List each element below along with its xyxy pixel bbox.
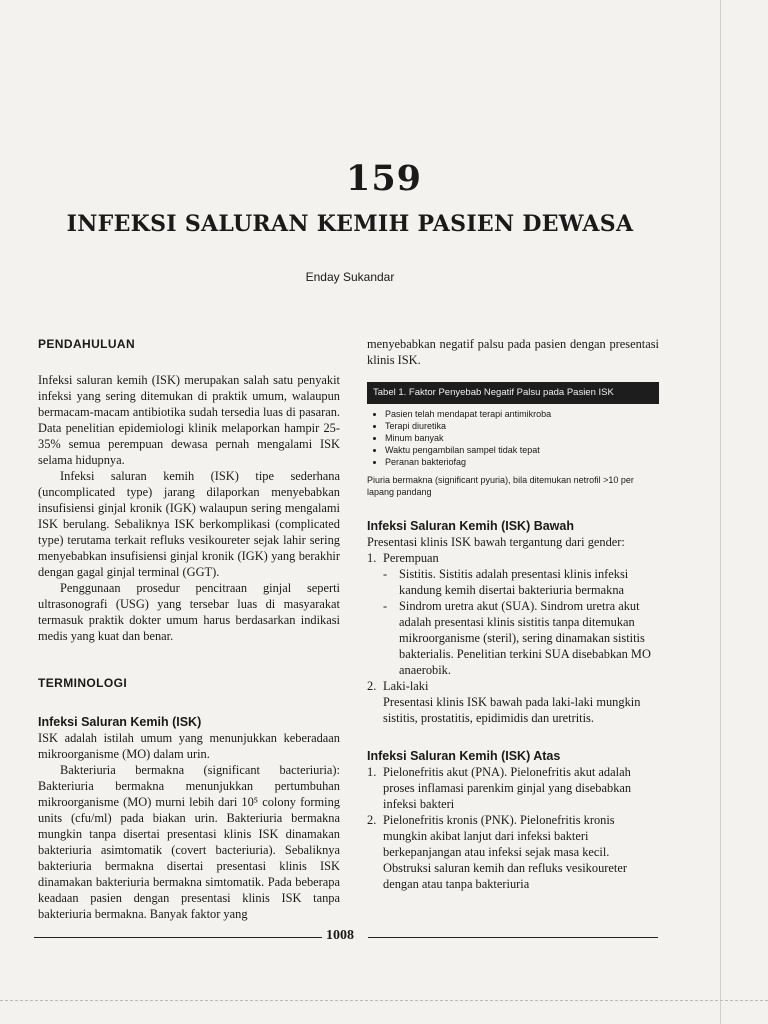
paragraph: Infeksi saluran kemih (ISK) tipe sederhana (uncomplicated type) jarang dilaporkan menyebabkan insufisiensi ginjal kronik (IGK) walaupun sering mengalami ISK berulang. Sebaliknya ISK berkomplikasi (complicated type) terutama terkait refluks vesikoureter sejak lahir sering menyebabkan insufisiensi ginjal kronik (IGK) yang berakhir dengan gagal ginjal terminal (GGT).	[38, 469, 340, 579]
table-item: • Peranan bakteriofag	[385, 456, 659, 468]
table-item: • Waktu pengambilan sampel tidak tepat	[385, 444, 659, 456]
table-note: Piuria bermakna (significant pyuria), bila ditemukan netrofil >10 per lapang pandang	[367, 475, 634, 497]
list-label: Laki-laki	[383, 679, 429, 693]
sub-list-text: Sindrom uretra akut (SUA). Sindrom uretra akut adalah presentasi klinis sistitis tanpa ditemukan mikroorganisme (steril), sering dinamakan sistitis bakterialis. Penelitian terkini SUA disebabkan MO anaerobik.	[399, 599, 651, 677]
left-column	[38, 336, 340, 922]
table-1	[367, 382, 659, 498]
author: Enday Sukandar	[305, 270, 395, 284]
bawah-list	[367, 550, 659, 726]
sub-list	[383, 566, 659, 678]
list-label: Perempuan	[383, 551, 439, 565]
table-title: Tabel 1. Faktor Penyebab Negatif Palsu pada Pasien ISK	[367, 382, 659, 404]
chapter-number: 159	[345, 158, 423, 199]
paragraph: Infeksi saluran kemih (ISK) merupakan salah satu penyakit infeksi yang sering ditemukan di praktik umum, walaupun bermacam-macam antibiotika sudah tersedia luas di pasaran. Data penelitian epidemiologi klinik melaporkan hampir 25-35% semua perempuan dewasa pernah mengalami ISK selama hidupnya.	[38, 373, 340, 467]
sub-list-item: - Sistitis. Sistitis adalah presentasi klinis infeksi kandung kemih disertai bakteriuria bermakna	[383, 567, 629, 597]
table-item: • Minum banyak	[385, 432, 659, 444]
list-number: 2.	[367, 679, 377, 693]
section-heading-terminologi: TERMINOLOGI	[38, 676, 128, 690]
list-text: Presentasi klinis ISK bawah pada laki-laki mungkin sistitis, prostatitis, epidimidis dan uretritis.	[383, 695, 641, 725]
paragraph: Penggunaan prosedur pencitraan ginjal seperti ultrasonografi (USG) yang tersebar luas di masyarakat termasuk praktik dokter umum harus berdasarkan indikasi medis yang kuat dan benar.	[38, 581, 340, 643]
paragraph: Bakteriuria bermakna (significant bacteriuria): Bakteriuria bermakna menunjukkan pertumbuhan mikroorganisme (MO) murni lebih dari 10⁵ colony forming units (cfu/ml) pada biakan urin. Bakteriuria bermakna mungkin tanpa disertai presentasi klinis ISK dinamakan bakteriuria asimtomatik (covert bacteriuria). Sebaliknya bakteriuria bermakna disertai presentasi klinis ISK dinamakan bakteriuria bermakna simtomatik. Pada beberapa keadaan pasien dengan presentasi klinis ISK tanpa bakteriuria bermakna. Banyak faktor yang	[38, 763, 340, 921]
list-item	[367, 812, 659, 892]
list-text: Pielonefritis akut (PNA). Pielonefritis akut adalah proses inflamasi parenkim ginjal yang disebabkan infeksi bakteri	[383, 765, 632, 811]
paragraph: ISK adalah istilah umum yang menunjukkan keberadaan mikroorganisme (MO) dalam urin.	[38, 731, 340, 761]
footer-rule-left	[34, 937, 322, 938]
paragraph: menyebabkan negatif palsu pada pasien dengan presentasi klinis ISK.	[367, 337, 659, 367]
list-number: 1.	[367, 765, 377, 779]
section-heading-pendahuluan: PENDAHULUAN	[38, 337, 136, 351]
page-footer	[34, 928, 658, 946]
subsection-heading-isk-atas: Infeksi Saluran Kemih (ISK) Atas	[367, 749, 561, 763]
chapter-title: INFEKSI SALURAN KEMIH PASIEN DEWASA	[66, 211, 634, 237]
table-item: • Terapi diuretika	[385, 420, 659, 432]
subsection-heading-isk-bawah: Infeksi Saluran Kemih (ISK) Bawah	[367, 519, 574, 533]
list-number: 2.	[367, 813, 377, 827]
list-number: 1.	[367, 551, 377, 565]
scan-edge-line	[720, 0, 721, 1024]
subsection-heading-isk: Infeksi Saluran Kemih (ISK)	[38, 715, 202, 729]
table-list	[367, 408, 659, 468]
sub-list-item: - Sindrom uretra akut (SUA). Sindrom uretra akut adalah presentasi klinis sistitis tanpa ditemukan mikroorganisme (steril), sering dinamakan sistitis bakterialis. Penelitian terkini SUA disebabkan MO anaerobik.	[383, 599, 651, 677]
list-item	[367, 678, 659, 726]
scan-edge-bottom	[0, 1000, 768, 1002]
list-item	[367, 550, 659, 678]
paragraph: Presentasi klinis ISK bawah tergantung dari gender:	[367, 535, 625, 549]
list-text: Pielonefritis kronis (PNK). Pielonefritis kronis mungkin akibat lanjut dari infeksi bakteri berkepanjangan atau infeksi sejak masa kecil. Obstruksi saluran kemih dan refluks vesikoureter dengan atau tanpa bakteriuria	[383, 813, 627, 891]
atas-list	[367, 764, 659, 892]
table-item: • Pasien telah mendapat terapi antimikroba	[385, 408, 659, 420]
page-number: 1008	[326, 928, 354, 943]
sub-list-text: Sistitis. Sistitis adalah presentasi klinis infeksi kandung kemih disertai bakteriuria bermakna	[399, 567, 629, 597]
right-column	[367, 336, 659, 892]
footer-rule-right	[368, 937, 658, 938]
list-item	[367, 764, 659, 812]
